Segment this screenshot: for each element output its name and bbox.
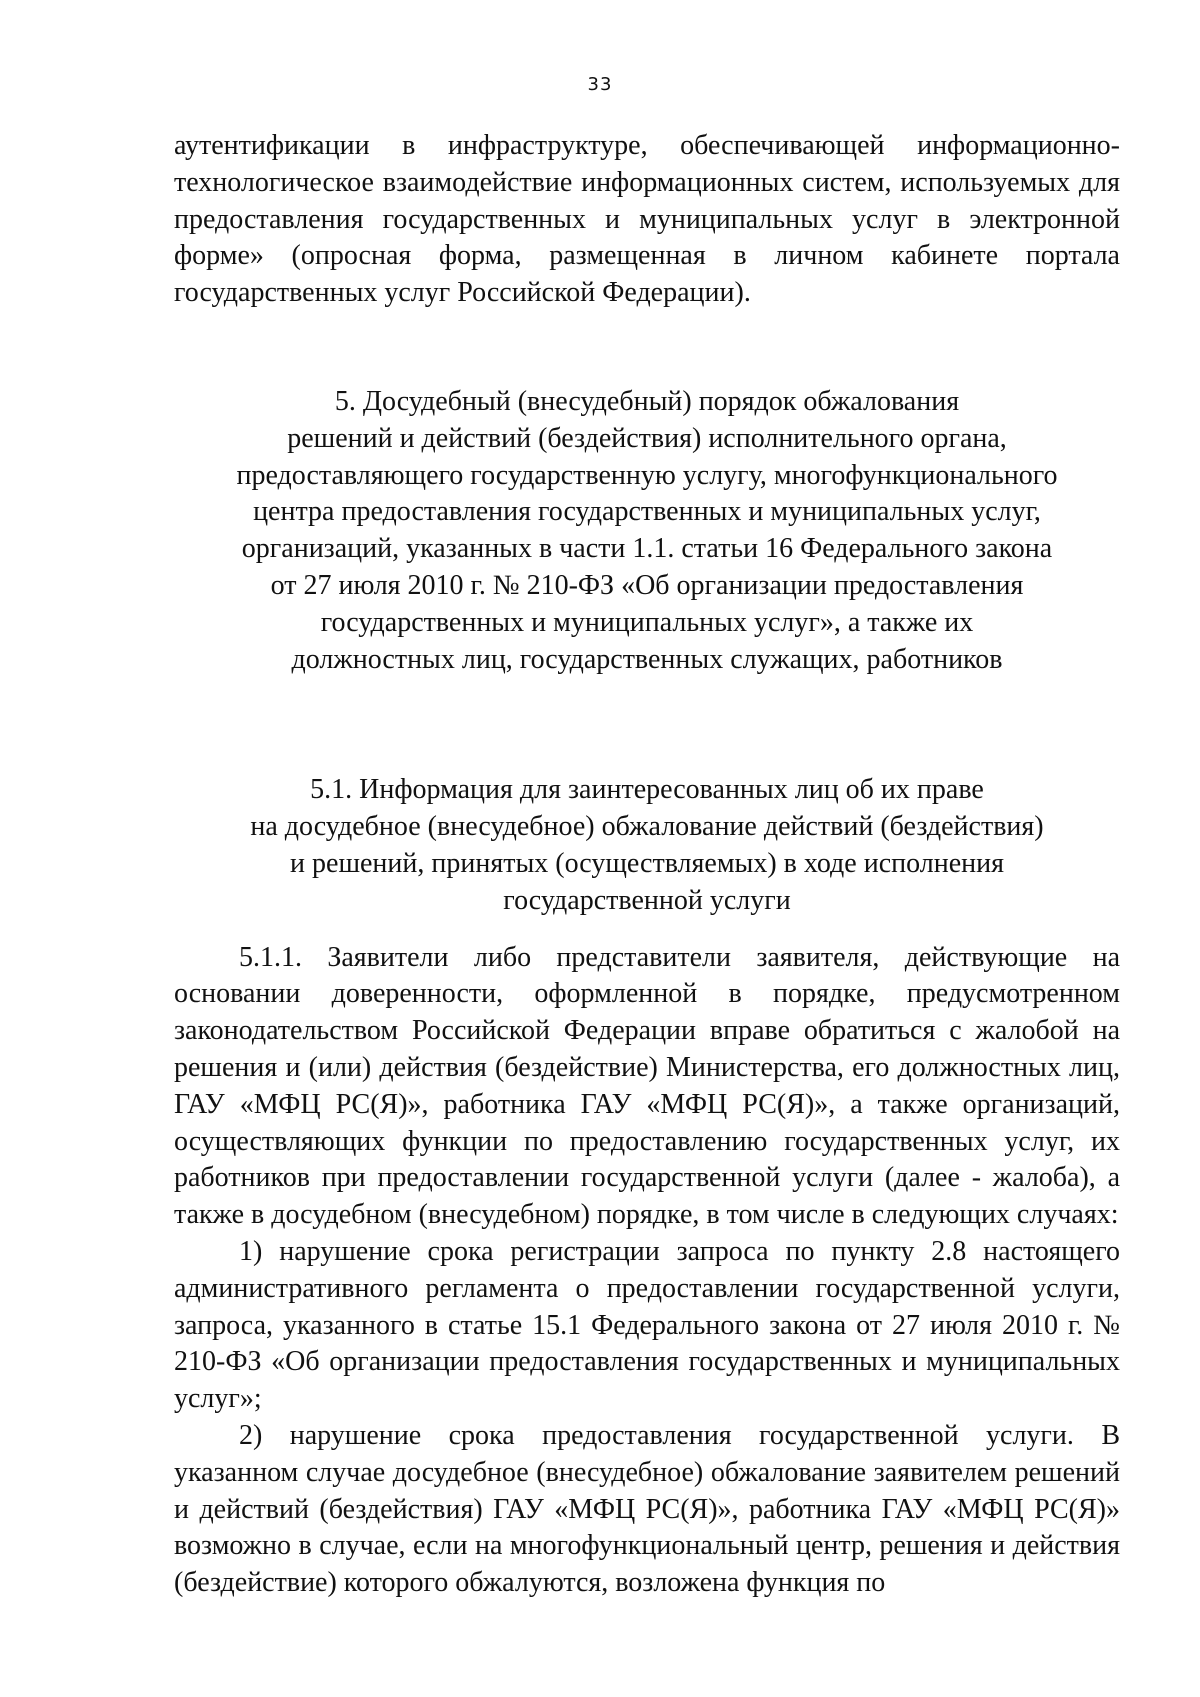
- section-heading-line: 5. Досудебный (внесудебный) порядок обжалования: [334, 385, 960, 417]
- subsection-heading: [174, 772, 1120, 919]
- section-heading-line: центра предоставления государственных и муниципальных услуг,: [253, 496, 1041, 528]
- subsection-heading-line: и решений, принятых (осуществляемых) в ходе исполнения: [290, 847, 1004, 879]
- list-item-2: 2) нарушение срока предоставления государственной услуги. В указанном случае досудебное (внесудебное) обжалование заявителем решений и действий (бездействия) ГАУ «МФЦ РС(Я)», работника ГАУ «МФЦ РС(Я)» возможно в случае, если на многофункциональный центр, решения и действия (бездействие) которого обжалуются, возложена функция по: [174, 1419, 1120, 1599]
- subsection-heading-line: государственной услуги: [503, 884, 791, 916]
- paragraph-5-1-1: 5.1.1. Заявители либо представители заявителя, действующие на основании доверенности, оформленной в порядке, предусмотренном законодательством Российской Федерации вправе обратиться с жалобой на решения и (или) действия (бездействие) Министерства, его должностных лиц, ГАУ «МФЦ РС(Я)», работника ГАУ «МФЦ РС(Я)», а также организаций, осуществляющих функции по предоставлению государственных услуг, их работников при предоставлении государственной услуги (далее - жалоба), а также в досудебном (внесудебном) порядке, в том числе в следующих случаях:: [174, 941, 1120, 1231]
- intro-paragraph: аутентификации в инфраструктуре, обеспечивающей информационно-технологическое взаимодействие информационных систем, используемых для предоставления государственных и муниципальных услуг в электронной форме» (опросная форма, размещенная в личном кабинете портала государственных услуг Российской Федерации).: [174, 130, 1120, 309]
- section-heading-line: решений и действий (бездействия) исполнительного органа,: [287, 422, 1007, 454]
- section-heading-line: от 27 июля 2010 г. № 210-ФЗ «Об организации предоставления: [270, 569, 1024, 601]
- section-heading-line: государственных и муниципальных услуг», а также их: [320, 606, 974, 638]
- section-heading-line: предоставляющего государственную услугу, многофункционального: [236, 459, 1058, 491]
- section-heading-line: должностных лиц, государственных служащих, работников: [291, 643, 1003, 675]
- section-heading-line: организаций, указанных в части 1.1. статьи 16 Федерального закона: [241, 533, 1053, 565]
- list-item-1: 1) нарушение срока регистрации запроса по пункту 2.8 настоящего административного регламента о предоставлении государственной услуги, запроса, указанного в статье 15.1 Федерального закона от 27 июля 2010 г. № 210-ФЗ «Об организации предоставления государственных и муниципальных услуг»;: [174, 1235, 1120, 1415]
- subsection-heading-line: 5.1. Информация для заинтересованных лиц об их праве: [310, 774, 984, 806]
- page-number: 33: [587, 74, 613, 95]
- subsection-heading-line: на досудебное (внесудебное) обжалование действий (бездействия): [250, 811, 1044, 843]
- document-body: [174, 128, 1120, 1602]
- section-heading: [174, 384, 1120, 678]
